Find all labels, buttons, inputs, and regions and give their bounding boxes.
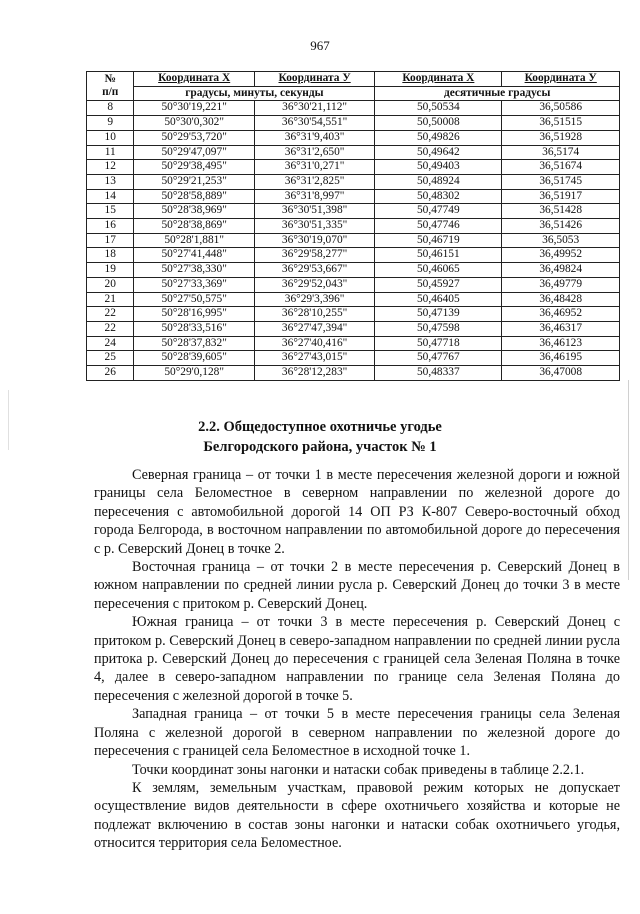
coord-x-dms: 50°28'38,969" [134,204,254,219]
coord-y-dms: 36°30'51,335" [254,219,374,234]
table-row [87,116,620,131]
coord-y-dec: 36,46195 [502,351,620,366]
coord-x-dms: 50°30'0,302" [134,116,254,131]
margin-rule [628,380,629,580]
coord-y-dec: 36,46123 [502,336,620,351]
coord-y-dms: 36°29'58,277" [254,248,374,263]
coord-y-dec: 36,51745 [502,174,620,189]
paragraph-north-boundary: Северная граница – от точки 1 в месте пересечения железной дороги и южной границы села Беломестное в северном направлении по железной дороге до пересечения с автомобильной дорогой 14 ОП РЗ К-807 Северо-восточный обход города Белгорода, в восточном направлении по автомобильной дороге до пересечения с р. Северский Донец в точке 2. [94,467,620,557]
table-row [87,189,620,204]
coord-y-dec: 36,50586 [502,101,620,116]
coord-x-dms: 50°29'47,097" [134,145,254,160]
coord-x-dms: 50°29'53,720" [134,130,254,145]
subheader-decimal: десятичные градусы [375,86,620,101]
row-number: 18 [87,248,134,263]
table-row [87,204,620,219]
coord-x-dec: 50,46151 [375,248,502,263]
row-number: 25 [87,351,134,366]
coord-y-dms: 36°27'47,394" [254,321,374,336]
coord-y-dec: 36,48428 [502,292,620,307]
table-row [87,307,620,322]
coord-y-dms: 36°28'12,283" [254,366,374,381]
table-row [87,351,620,366]
coord-y-dms: 36°31'8,997" [254,189,374,204]
coord-y-dms: 36°31'9,403" [254,130,374,145]
row-number: 21 [87,292,134,307]
row-number: 14 [87,189,134,204]
header-coord-y-dms: Координата У [254,72,374,87]
table-row [87,248,620,263]
coord-x-dms: 50°28'38,869" [134,219,254,234]
coord-x-dec: 50,49826 [375,130,502,145]
header-number-line1: № [104,72,116,85]
coord-y-dms: 36°30'21,112" [254,101,374,116]
coord-y-dms: 36°29'52,043" [254,277,374,292]
coord-x-dec: 50,46065 [375,263,502,278]
coord-y-dms: 36°31'2,825" [254,174,374,189]
row-number: 24 [87,336,134,351]
coord-x-dec: 50,50534 [375,101,502,116]
coord-x-dec: 50,47767 [375,351,502,366]
coord-x-dec: 50,47139 [375,307,502,322]
subheader-dms: градусы, минуты, секунды [134,86,375,101]
coord-x-dms: 50°28'16,995" [134,307,254,322]
coord-x-dms: 50°28'58,889" [134,189,254,204]
table-row [87,145,620,160]
header-coord-y-dec: Координата У [502,72,620,87]
coord-x-dms: 50°27'38,330" [134,263,254,278]
coord-y-dms: 36°29'53,667" [254,263,374,278]
header-coord-x-dec: Координата Х [375,72,502,87]
row-number: 8 [87,101,134,116]
row-number: 20 [87,277,134,292]
row-number: 19 [87,263,134,278]
row-number: 22 [87,321,134,336]
table-row [87,336,620,351]
row-number: 26 [87,366,134,381]
section-title-line1: 2.2. Общедоступное охотничье угодье [198,419,442,435]
table-row [87,263,620,278]
header-number-line2: п/п [102,86,119,99]
coord-y-dms: 36°31'2,650" [254,145,374,160]
table-row [87,366,620,381]
coord-y-dms: 36°31'0,271" [254,160,374,175]
coord-x-dms: 50°28'1,881" [134,233,254,248]
paragraph-west-boundary: Западная граница – от точки 5 в месте пересечения границы села Зеленая Поляна с железной дорогой в северном направлении по железной дороге до пересечения с границей села Беломестное в исходной точке 1. [94,706,620,760]
coord-y-dms: 36°30'51,398" [254,204,374,219]
coord-y-dec: 36,51515 [502,116,620,131]
coord-x-dms: 50°28'33,516" [134,321,254,336]
coord-x-dms: 50°27'33,369" [134,277,254,292]
row-number: 10 [87,130,134,145]
table-row [87,101,620,116]
table-header-row [87,72,620,87]
coord-x-dec: 50,47598 [375,321,502,336]
coord-x-dms: 50°29'38,495" [134,160,254,175]
coord-y-dec: 36,5174 [502,145,620,160]
coord-x-dms: 50°28'37,832" [134,336,254,351]
coord-y-dms: 36°28'10,255" [254,307,374,322]
coord-y-dms: 36°27'40,416" [254,336,374,351]
header-coord-x-dms: Координата Х [134,72,254,87]
coord-y-dec: 36,51426 [502,219,620,234]
coord-y-dec: 36,51674 [502,160,620,175]
coord-y-dec: 36,46317 [502,321,620,336]
coord-x-dec: 50,47749 [375,204,502,219]
header-number [87,72,134,101]
table-row [87,321,620,336]
coordinates-table [86,71,620,381]
coord-x-dec: 50,47718 [375,336,502,351]
table-subheader-row [87,86,620,101]
table-row [87,130,620,145]
coord-y-dec: 36,51928 [502,130,620,145]
coord-y-dec: 36,49824 [502,263,620,278]
row-number: 15 [87,204,134,219]
coord-x-dec: 50,47746 [375,219,502,234]
row-number: 22 [87,307,134,322]
row-number: 12 [87,160,134,175]
coord-x-dms: 50°27'50,575" [134,292,254,307]
coord-y-dec: 36,47008 [502,366,620,381]
row-number: 17 [87,233,134,248]
coord-y-dms: 36°27'43,015" [254,351,374,366]
row-number: 9 [87,116,134,131]
coord-y-dec: 36,5053 [502,233,620,248]
coord-y-dec: 36,49779 [502,277,620,292]
row-number: 11 [87,145,134,160]
body-text [94,466,620,853]
coord-y-dms: 36°29'3,396" [254,292,374,307]
section-title-line2: Белгородского района, участок № 1 [203,439,437,455]
paragraph-excluded-lands: К землям, земельным участкам, правовой режим которых не допускает осуществление видов деятельности в сфере охотничьего хозяйства и которые не подлежат включению в состав зоны нагонки и натаски собак охотничьего угодья, относится территория села Беломестное. [94,779,620,852]
table-row [87,160,620,175]
paragraph-east-boundary: Восточная граница – от точки 2 в месте пересечения р. Северский Донец в южном направлении по средней линии русла р. Северский Донец до точки 3 в месте пересечения с притоком р. Северский Донец. [94,559,620,612]
paragraph-south-boundary: Южная граница – от точки 3 в месте пересечения р. Северский Донец с притоком р. Северский Донец в северо-западном направлении по средней линии русла притока р. Северский Донец до пересечения с границей села Зеленая Поляна в точке 4, далее в северо-западном направлении по границе села Зеленая Поляна до пересечения с железной дорогой в точке 5. [94,614,620,704]
coord-x-dec: 50,48924 [375,174,502,189]
coord-y-dms: 36°30'54,551" [254,116,374,131]
row-number: 13 [87,174,134,189]
coord-x-dms: 50°29'0,128" [134,366,254,381]
table-row [87,233,620,248]
coord-x-dec: 50,46405 [375,292,502,307]
coord-x-dms: 50°27'41,448" [134,248,254,263]
section-title [0,417,640,457]
coord-x-dec: 50,49403 [375,160,502,175]
row-number: 16 [87,219,134,234]
coord-x-dms: 50°30'19,221" [134,101,254,116]
table-row [87,219,620,234]
paragraph-points-reference: Точки координат зоны нагонки и натаски собак приведены в таблице 2.2.1. [132,761,585,778]
coord-x-dec: 50,49642 [375,145,502,160]
page-number: 967 [310,38,330,53]
coord-y-dec: 36,51428 [502,204,620,219]
coord-y-dec: 36,46952 [502,307,620,322]
table-body [87,101,620,380]
table-row [87,277,620,292]
coord-y-dec: 36,49952 [502,248,620,263]
coord-x-dec: 50,48337 [375,366,502,381]
coord-y-dms: 36°30'19,070" [254,233,374,248]
coord-x-dec: 50,48302 [375,189,502,204]
table-row [87,174,620,189]
table-row [87,292,620,307]
coord-x-dec: 50,50008 [375,116,502,131]
coord-x-dec: 50,45927 [375,277,502,292]
coord-x-dms: 50°29'21,253" [134,174,254,189]
coord-x-dec: 50,46719 [375,233,502,248]
coord-y-dec: 36,51917 [502,189,620,204]
coord-x-dms: 50°28'39,605" [134,351,254,366]
